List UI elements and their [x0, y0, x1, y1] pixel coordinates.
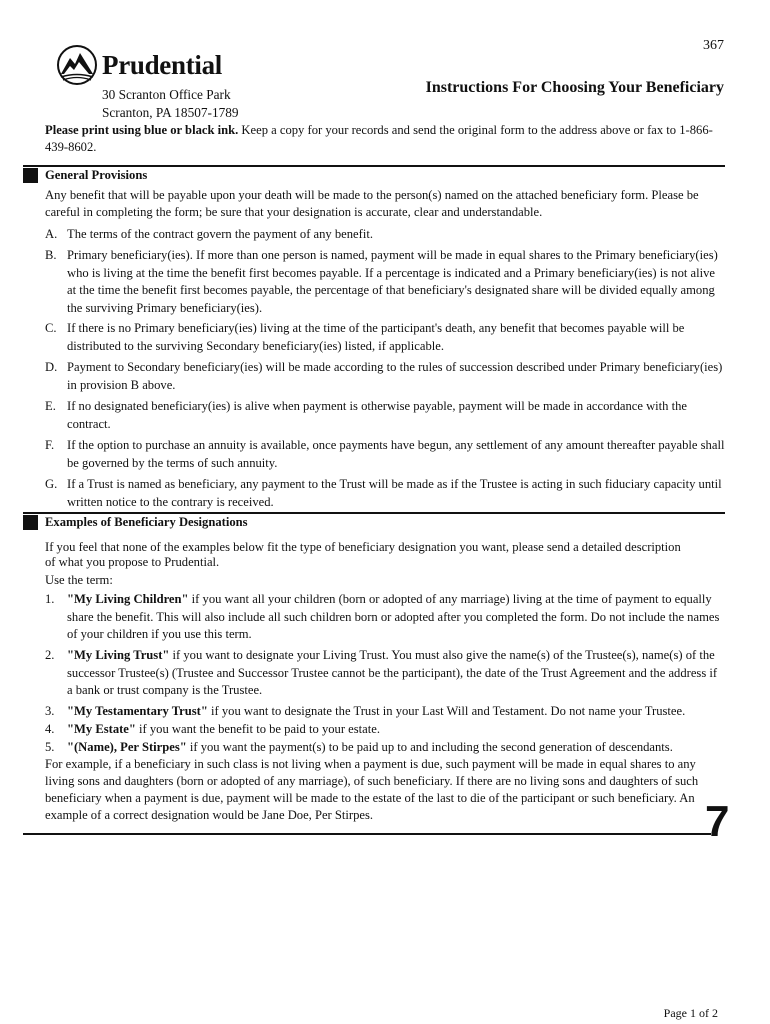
item-text: If no designated beneficiary(ies) is alive when payment is otherwise payable, payment will be made in accordance with the contract.: [67, 399, 688, 431]
item-text: Payment to Secondary beneficiary(ies) will be made according to the rules of succession described under Primary beneficiary(ies) in provision B above.: [67, 360, 723, 392]
list-item: [45, 721, 725, 739]
page-title: Instructions For Choosing Your Beneficiary: [425, 79, 724, 96]
item-text: If there is no Primary beneficiary(ies) living at the time of the participant's death, any benefit that becomes payable will be distributed to the surviving Secondary beneficiary(ies) listed, if applicable.: [67, 321, 685, 353]
ink-instruction: Please print using blue or black ink.: [45, 123, 239, 137]
per-stirpes-example: For example, if a beneficiary in such class is not living when a payment is due, such payment will be made in equal shares to any living sons and daughters (born or adopted of any marriage), of such beneficiary. If there are no living sons and daughters of such beneficiary when a payment is due, payment will be made to the estate of the last to die of the participant or such beneficiary. An example of a correct designation would be Jane Doe, Per Stirpes.: [45, 757, 699, 822]
item-text: The terms of the contract govern the payment of any benefit.: [67, 227, 373, 241]
item-label: G.: [45, 477, 58, 491]
item-label: 1.: [45, 592, 55, 606]
page-number: Page 1 of 2: [663, 1006, 718, 1020]
prudential-logo: [56, 44, 222, 86]
item-label: 4.: [45, 722, 55, 736]
item-text: if you want to designate your Living Trust. You must also give the name(s) of the Trustee(s), name(s) of the successor Trustee(s) (Trustee and Successor Trustee cannot be the participant), the date of the Trust Agreement and the address if a bank or trust company is the Trustee.: [67, 648, 718, 697]
item-text: if you want to designate the Trust in your Last Will and Testament. Do not name your Trustee.: [207, 704, 686, 718]
designation-term: "My Testamentary Trust": [67, 704, 208, 718]
designation-term: "My Living Children": [67, 592, 189, 606]
item-text: Primary beneficiary(ies). If more than one person is named, payment will be made in equal shares to the Primary beneficiary(ies) who is living at the time the benefit first becomes payable. If a percentage is indicated and a Primary beneficiary(ies) is not alive at the time the benefit first becomes payable, the percentage of that beneficiary's designated share will be divided equally among the surviving Primary beneficiary(ies).: [67, 248, 718, 315]
item-label: F.: [45, 438, 55, 452]
item-text: if you want all your children (born or adopted of any marriage) living at the time of payment to equally share the benefit. This will also include all such children born or adopted after you completed the form. Do not include the names of your children if you use this term.: [67, 592, 720, 641]
general-intro: Any benefit that will be payable upon your death will be made to the person(s) named on the attached beneficiary form. Please be careful in completing the form; be sure that your designation is accurate, clear and understandable.: [45, 188, 699, 219]
section-marker: [23, 515, 38, 530]
item-label: E.: [45, 399, 56, 413]
designation-term: "(Name), Per Stirpes": [67, 740, 187, 754]
item-label: C.: [45, 321, 57, 335]
item-label: D.: [45, 360, 58, 374]
designation-term: "My Estate": [67, 722, 136, 736]
mailing-instruction: Keep a copy for your records and send the original form to the address above or fax to 1-866-439-8602.: [45, 123, 713, 154]
item-label: 2.: [45, 648, 55, 662]
designation-term: "My Living Trust": [67, 648, 170, 662]
item-text: If the option to purchase an annuity is available, once payments have begun, any settlement of any amount thereafter payable shall be governed by the terms of such annuity.: [67, 438, 725, 470]
list-item: [45, 476, 725, 511]
address-line-2: Scranton, PA 18507-1789: [102, 105, 239, 120]
logo-text: Prudential: [102, 49, 223, 80]
list-item: [45, 591, 725, 644]
rock-of-gibraltar-icon: [56, 44, 98, 86]
form-number: 367: [703, 38, 724, 53]
use-term-label: Use the term:: [45, 573, 113, 587]
section-marker: [23, 168, 38, 183]
list-item: [45, 703, 725, 721]
list-item: [45, 647, 725, 700]
list-item: [45, 739, 725, 757]
item-text: If a Trust is named as beneficiary, any payment to the Trust will be made as if the Trustee is acting in such fiduciary capacity until written notice to the contrary is received.: [67, 477, 722, 509]
list-item: [45, 226, 725, 244]
list-item: [45, 437, 725, 472]
item-label: B.: [45, 248, 57, 262]
list-item: [45, 398, 725, 433]
instructions-intro: [45, 122, 735, 156]
list-item: [45, 247, 725, 317]
section-number: 7: [705, 797, 730, 846]
examples-heading: [23, 515, 248, 530]
item-label: A.: [45, 227, 58, 241]
item-label: 5.: [45, 740, 55, 754]
item-text: if you want the payment(s) to be paid up to and including the second generation of descendants.: [186, 740, 673, 754]
section-divider: [23, 512, 725, 514]
section-title: Examples of Beneficiary Designations: [45, 515, 248, 529]
list-item: [45, 320, 725, 355]
section-divider: [23, 165, 725, 167]
section-end-divider: [23, 833, 711, 835]
item-label: 3.: [45, 704, 55, 718]
examples-intro: If you feel that none of the examples below fit the type of beneficiary designation you want, please send a detailed description of what you propose to Prudential.: [45, 540, 681, 569]
general-provisions-heading: [23, 168, 147, 183]
section-title: General Provisions: [45, 168, 148, 182]
list-item: [45, 359, 725, 394]
item-text: if you want the benefit to be paid to your estate.: [135, 722, 380, 736]
address-line-1: 30 Scranton Office Park: [102, 87, 231, 102]
